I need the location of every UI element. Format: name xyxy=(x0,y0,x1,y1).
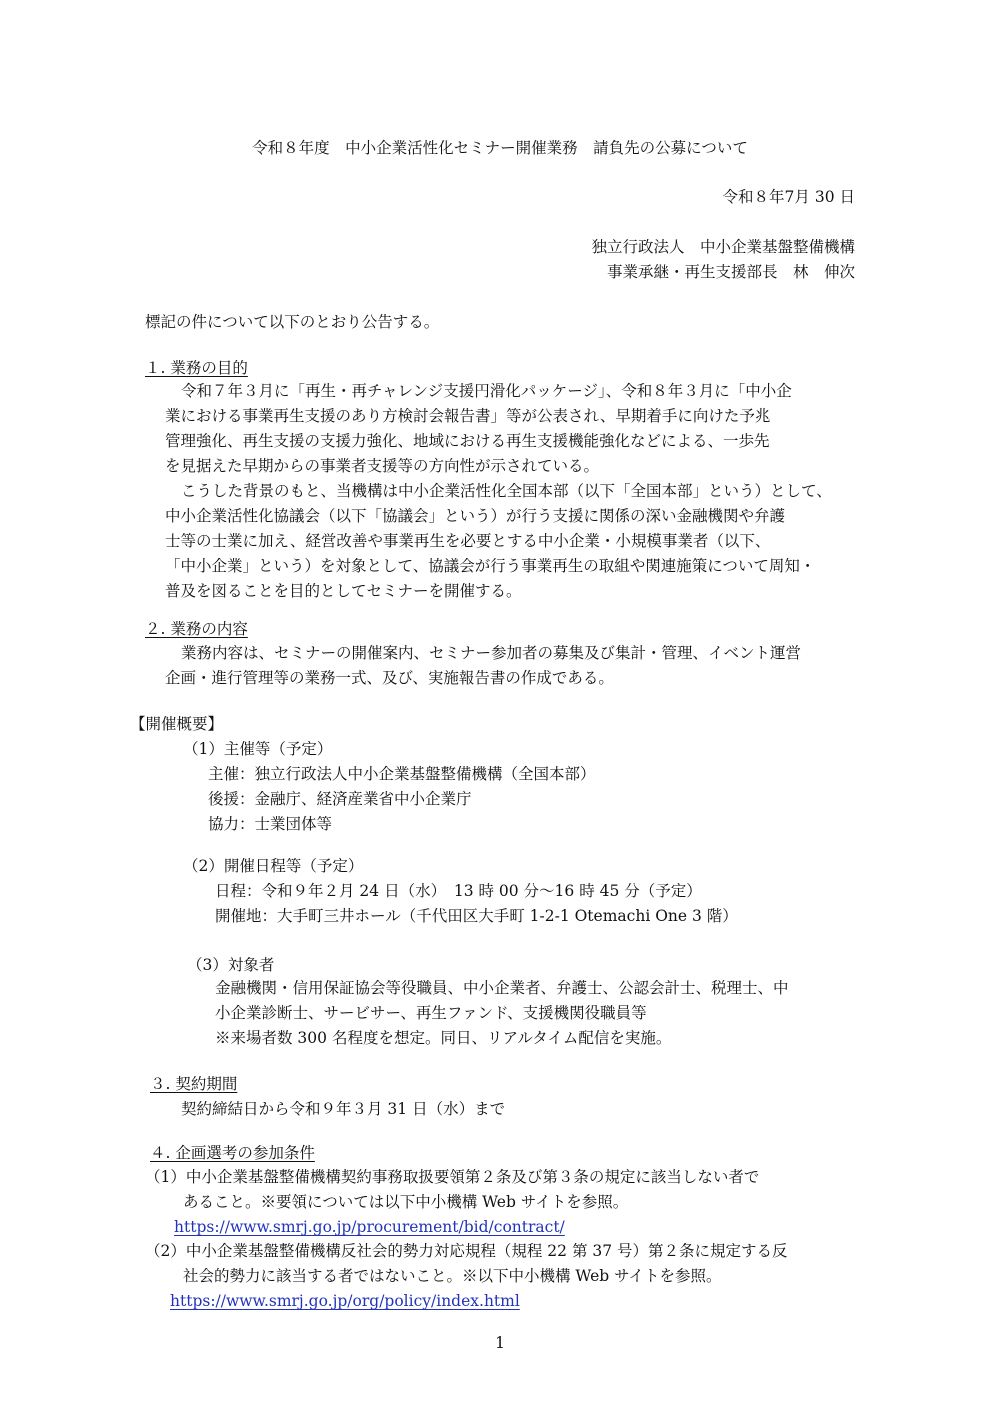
overview-sub-heading: （1）主催等（予定） xyxy=(183,740,333,758)
overview-line: 主催：独立行政法人中小企業基盤整備機構（全国本部） xyxy=(208,765,596,783)
overview-line: 協力：士業団体等 xyxy=(208,815,333,833)
issuer-org: 独立行政法人 中小企業基盤整備機構 xyxy=(591,238,855,256)
document-title: 令和８年度 中小企業活性化セミナー開催業務 請負先の公募について xyxy=(252,139,748,157)
section-1-line: 令和７年３月に「再生・再チャレンジ支援円滑化パッケージ」、令和８年３月に「中小企 xyxy=(181,382,792,400)
overview-heading: 【開催概要】 xyxy=(130,715,224,733)
overview-line: 開催地：大手町三井ホール（千代田区大手町 1-2-1 Otemachi One 3 階） xyxy=(215,907,738,925)
section-1-line: 中小企業活性化協議会（以下「協議会」という）が行う支援に関係の深い金融機関や弁護 xyxy=(165,507,786,525)
section-3-heading: ３. 契約期間 xyxy=(150,1075,238,1093)
overview-line: 日程：令和９年２月 24 日（水） 13 時 00 分～16 時 45 分（予定） xyxy=(215,882,702,900)
section-1-heading: １. 業務の目的 xyxy=(145,359,248,377)
section-2-heading: ２. 業務の内容 xyxy=(145,620,248,638)
condition-2-line: 社会的勢力に該当する者ではないこと。※以下中小機構 Web サイトを参照。 xyxy=(183,1267,722,1285)
overview-line: 金融機関・信用保証協会等役職員、中小企業者、弁護士、公認会計士、税理士、中 xyxy=(215,979,789,997)
section-1-line: 業における事業再生支援のあり方検討会報告書」等が公表され、早期着手に向けた予兆 xyxy=(165,407,771,425)
section-2-line: 企画・進行管理等の業務一式、及び、実施報告書の作成である。 xyxy=(165,669,614,687)
issuer-dept: 事業承継・再生支援部長 林 伸次 xyxy=(606,263,855,281)
overview-sub-heading: （2）開催日程等（予定） xyxy=(183,857,364,875)
section-1-line: 管理強化、再生支援の支援力強化、地域における再生支援機能強化などによる、一歩先 xyxy=(165,432,770,450)
section-3-line: 契約締結日から令和９年３月 31 日（水）まで xyxy=(181,1100,506,1118)
section-2-line: 業務内容は、セミナーの開催案内、セミナー参加者の募集及び集計・管理、イベント運営 xyxy=(181,644,802,662)
intro-text: 標記の件について以下のとおり公告する。 xyxy=(145,313,440,331)
contract-guidelines-link[interactable]: https://www.smrj.go.jp/procurement/bid/contract/ xyxy=(174,1218,565,1236)
overview-sub-heading: （3）対象者 xyxy=(187,956,275,974)
section-1-line: を見据えた早期からの事業者支援等の方向性が示されている。 xyxy=(165,457,600,475)
section-4-heading: ４. 企画選考の参加条件 xyxy=(150,1144,315,1162)
section-1-line: 普及を図ることを目的としてセミナーを開催する。 xyxy=(165,582,522,600)
overview-line: 小企業診断士、サービサー、再生ファンド、支援機関役職員等 xyxy=(215,1004,647,1022)
condition-1-line: （1）中小企業基盤整備機構契約事務取扱要領第２条及び第３条の規定に該当しない者で xyxy=(145,1168,760,1186)
section-1-line: 「中小企業」という）を対象として、協議会が行う事業再生の取組や関連施策について周知・ xyxy=(165,557,816,575)
overview-line: 後援：金融庁、経済産業省中小企業庁 xyxy=(208,790,472,808)
document-date: 令和８年7月 30 日 xyxy=(722,188,855,206)
section-1-line: 士等の士業に加え、経営改善や事業再生を必要とする中小企業・小規模事業者（以下、 xyxy=(165,532,771,550)
condition-1-line: あること。※要領については以下中小機構 Web サイトを参照。 xyxy=(183,1193,629,1211)
overview-line: ※来場者数 300 名程度を想定。同日、リアルタイム配信を実施。 xyxy=(215,1029,672,1047)
page-number: 1 xyxy=(495,1334,505,1352)
antisocial-policy-link[interactable]: https://www.smrj.go.jp/org/policy/index.html xyxy=(170,1292,520,1310)
section-1-line: こうした背景のもと、当機構は中小企業活性化全国本部（以下「全国本部」という）として、 xyxy=(181,482,832,500)
condition-2-line: （2）中小企業基盤整備機構反社会的勢力対応規程（規程 22 第 37 号）第２条に規定する反 xyxy=(145,1242,788,1260)
